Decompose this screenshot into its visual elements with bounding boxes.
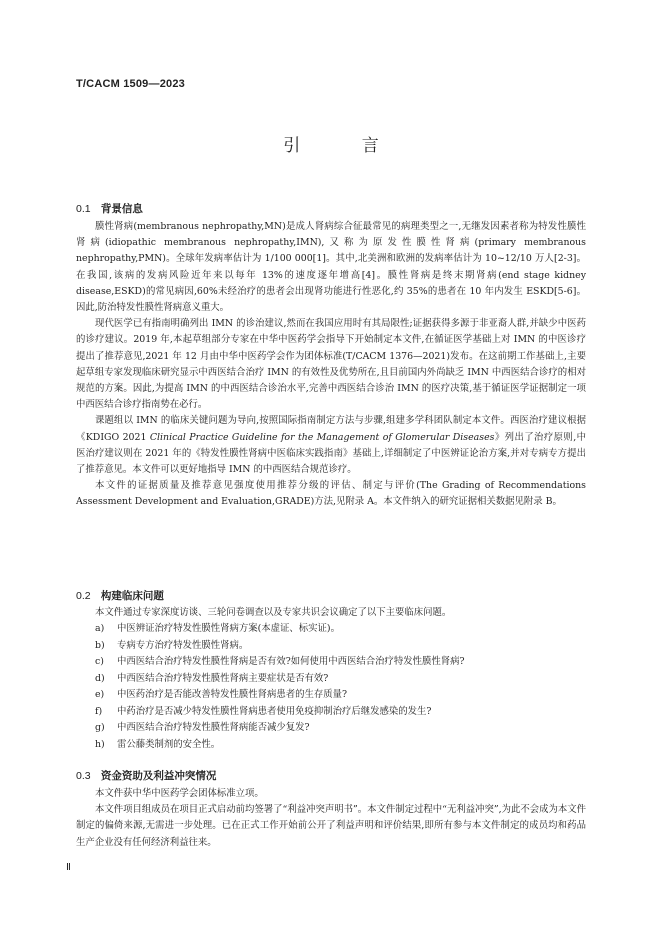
- paragraph: [76, 413, 586, 478]
- section-background-body: [76, 219, 586, 511]
- list-item: [76, 621, 586, 638]
- list-label: a): [95, 623, 105, 635]
- list-text: 雷公藤类制剂的安全性。: [117, 738, 221, 750]
- list-text: 中医辨证治疗特发性膜性肾病方案(本虚证、标实证)。: [117, 623, 340, 635]
- document-number: T/CACM 1509—2023: [76, 78, 185, 90]
- paragraph: 膜性肾病(membranous nephropathy,MN)是成人肾病综合征最常见的病理类型之一,无继发因素者称为特发性膜性肾病(idiopathic membranous nephropathy,IMN),又称为原发性膜性肾病(primary membranous nephropathy,PMN)。全球年发病率估计为 1/100 000[1]。其中,北美洲和欧洲的发病率估计为 10~12/10 万人[2-3]。在我国,该病的发病风险近年来以每年 13%的速度逐年增高[4]。膜性肾病是终末期肾病(end stage kidney disease,ESKD)的常见病因,60%未经治疗的患者会出现肾功能进行性恶化,约 35%的患者在 10 年内发生 ESKD[5-6]。因此,防治特发性膜性肾病意义重大。: [76, 221, 586, 314]
- section-clinical-questions-body: [76, 605, 586, 753]
- section-heading-funding: [76, 768, 216, 783]
- list-label: b): [95, 639, 105, 651]
- section-heading-background: [76, 201, 143, 216]
- list-label: g): [95, 722, 105, 734]
- list-text: 中西医结合治疗特发性膜性肾病是否有效?如何使用中西医结合治疗特发性膜性肾病?: [117, 656, 465, 668]
- section-funding-body: [76, 786, 586, 851]
- list-item: [76, 671, 586, 688]
- list-text: 专病专方治疗特发性膜性肾病。: [117, 639, 249, 651]
- section-number: 0.3: [76, 770, 91, 782]
- section-title: 背景信息: [100, 203, 143, 215]
- paragraph-text: 课题组以 IMN 的临床关键问题为导向,按照国际指南制定方法与步骤,组建多学科团队制定本文件。西医治疗建议根据《KDIGO 2021: [76, 415, 586, 443]
- list-text: 中医药治疗是否能改善特发性膜性肾病患者的生存质量?: [117, 689, 348, 701]
- paragraph: 本文件项目组成员在项目正式启动前均签署了“利益冲突声明书”。本文件制定过程中“无利益冲突”,为此不会成为本文件制定的偏倚来源,无需进一步处理。已在正式工作开始前公开了利益声明和评价结果,即所有参与本文件制定的成员均和药品生产企业没有任何经济利益往来。: [76, 804, 586, 848]
- list-text: 中药治疗是否减少特发性膜性肾病患者使用免疫抑制治疗后继发感染的发生?: [117, 705, 432, 717]
- section-title: 构建临床问题: [100, 590, 164, 602]
- list-item: [76, 720, 586, 737]
- list-item: [76, 737, 586, 754]
- list-label: f): [95, 705, 103, 717]
- list-label: h): [95, 738, 105, 750]
- list-item: [76, 638, 586, 655]
- list-item: [76, 704, 586, 721]
- list-item: [76, 654, 586, 671]
- paragraph: 本文件获中华中医药学会团体标准立项。: [95, 788, 264, 799]
- list-label: d): [95, 672, 105, 684]
- page-title: 引 言: [283, 136, 407, 156]
- list-text: 中西医结合治疗特发性膜性肾病主要症状是否有效?: [117, 672, 329, 684]
- page-number: Ⅱ: [66, 862, 71, 873]
- section-heading-clinical-questions: [76, 588, 164, 603]
- paragraph: 现代医学已有指南明确列出 IMN 的诊治建议,然而在我国应用时有其局限性;证据获得多源于非亚裔人群,并缺少中医药的诊疗建议。2019 年,本起草组部分专家在中华中医药学会指导下开始制定本文件,在循证医学基础上对 IMN 的中医诊疗提出了推荐意见,2021 年 12 月由中华中医药学会作为团体标准(T/CACM 1376—2021)发布。在这前期工作基础上,主要起草组专家发现临床研究显示中西医结合治疗 IMN 的有效性及优势所在,且目前国内外尚缺乏 IMN 中西医结合诊疗的相对规范的方案。因此,为提高 IMN 的中西医结合诊治水平,完善中西医结合诊治 IMN 的医疗决策,基于循证医学证据制定一项中西医结合诊疗指南势在必行。: [76, 318, 586, 411]
- paragraph: 本文件的证据质量及推荐意见强度使用推荐分级的评估、制定与评价(The Grading of Recommendations Assessment Development and Evaluation,GRADE)方法,见附录 A。本文件纳入的研究证据相关数据见附录 B。: [76, 480, 586, 508]
- list-label: c): [95, 656, 104, 668]
- paragraph-text: 》列出了治疗原则,中医治疗建议则在 2021 年的《特发性膜性肾病中医临床实践指南》基础上,详细制定了中医辨证论治方案,并对专病专方提出了推荐意见。本文件可以更好地指导 IMN 的中西医结合规范诊疗。: [76, 431, 587, 476]
- paragraph: 本文件通过专家深度访谈、三轮问卷调查以及专家共识会议确定了以下主要临床问题。: [95, 607, 452, 618]
- list-item: [76, 687, 586, 704]
- section-number: 0.1: [76, 203, 91, 215]
- guideline-title: Clinical Practice Guideline for the Management of Glomerular Diseases: [149, 431, 495, 443]
- list-text: 中西医结合治疗特发性膜性肾病能否减少复发?: [117, 722, 310, 734]
- section-title: 资金资助及利益冲突情况: [100, 770, 217, 782]
- section-number: 0.2: [76, 590, 91, 602]
- list-label: e): [95, 689, 105, 701]
